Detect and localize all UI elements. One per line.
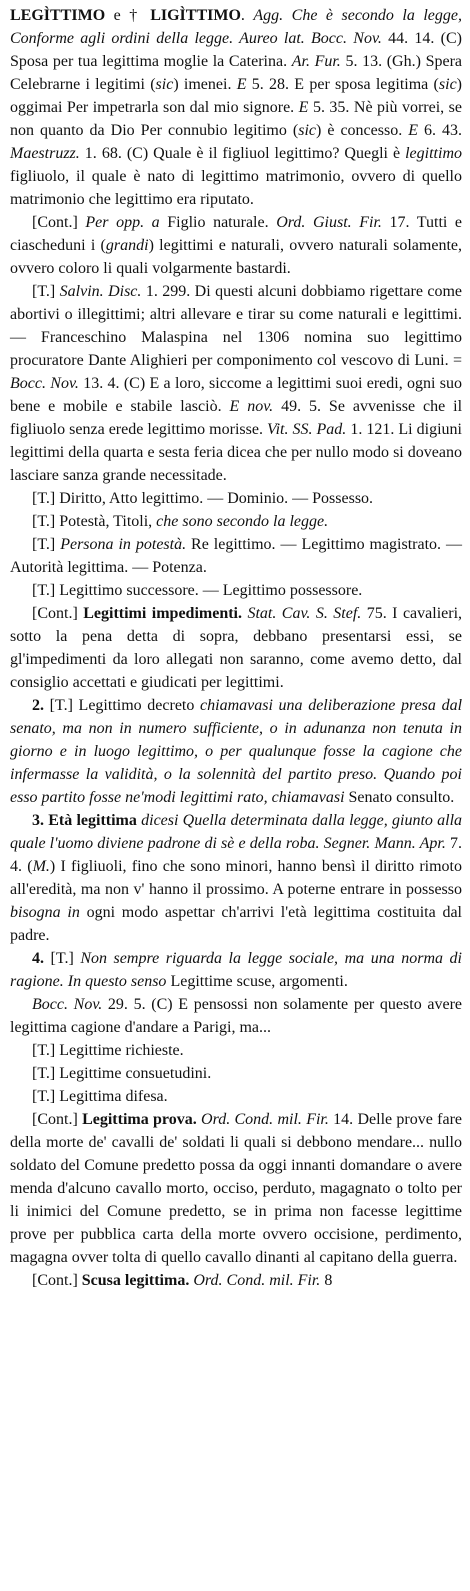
entry-paragraph [10, 1085, 462, 1108]
bold-term: Legittimi impedimenti. [83, 605, 242, 622]
text-run: 29. 5. (C) E pensossi non solamente per questo avere legittima cagione d'andare a Parigi, ma... [10, 996, 463, 1036]
text-run: 5. 28. E per sposa legitima ( [246, 76, 439, 93]
italic-text: sic [438, 76, 457, 93]
text-run: 1. 68. (C) Quale è il figliuol legittimo? Quegli è [79, 145, 406, 162]
text-run: [Cont.] [32, 214, 86, 231]
italic-text: sic [155, 76, 174, 93]
text-run: [T.] [32, 536, 61, 553]
italic-text: sic [298, 122, 316, 139]
italic-text: bisogna in [10, 904, 80, 921]
text-run: ) legittimi e naturali, ovvero naturali solamente, ovvero coloro li quali volgarmente bastardi. [10, 237, 462, 277]
italic-text: Agg. Che è secondo la legge, Conforme agli ordini della legge. Aureo lat. Bocc. Nov. [10, 7, 463, 47]
italic-text: Ord. Cond. mil. Fir. [193, 1272, 321, 1289]
italic-text: legittimo [405, 145, 462, 162]
bold-term: 2. [32, 697, 50, 714]
text-run: ) è concesso. [316, 122, 409, 139]
entry-paragraph [10, 602, 462, 694]
italic-text: Maestruzz. [10, 145, 80, 162]
text-run: 6. 43. [417, 122, 462, 139]
text-run: 13. 4. (C) E a loro, siccome a legittimi suoi eredi, ogni suo bene e mobile e stabile lasciò. [10, 375, 463, 415]
text-run: [Cont.] [32, 1111, 83, 1128]
italic-text: E nov. [229, 398, 274, 415]
bold-term: Scusa legittima. [81, 1272, 190, 1289]
text-run: ) imenei. [173, 76, 237, 93]
entry-paragraph [10, 1269, 462, 1292]
text-run: [T.] Legittimo decreto [49, 697, 201, 714]
text-run: ) oggimai Per impetrarla son dal mio signore. [10, 76, 462, 116]
italic-text: chiamavasi una deliberazione presa dal senato, ma non in numero sufficiente, o in adunanza non tenuta in giorno e in luogo legittimo, o per qualunque fosse la cagione che infermasse la validità, o la solennità del partito preso. Quando poi esso partito fosse ne'modi legittimi rato, chiamavasi [10, 697, 463, 806]
text-run: Re legittimo. — Legittimo magistrato. — Autorità legittima. — Potenza. [10, 536, 463, 576]
text-run: e † [105, 7, 151, 24]
text-run: 14. Delle prove fare della morte de' cavalli de' soldati li quali si debbono mendare... nullo soldato del Comune predetto possa da oggi innanti domandare o avere menda d'alcuno cavallo morto, occiso, perduto, magagnato o tolto per li inimici del Comune predetto, se in prima non facesse legittime prove per pubblica carta della morte ovvero occisione, perdimento, magagna ovver tolta di quello cavallo dinanti al capitano della guerra. [10, 1111, 463, 1266]
text-run: . [240, 7, 254, 24]
bold-term: LEGÌTTIMO [10, 7, 106, 24]
text-run: Legittime scuse, argomenti. [166, 973, 348, 990]
italic-text: Vit. SS. Pad. [266, 421, 347, 438]
text-run: 49. 5. Se avvenisse che il figliuolo senza erede legittimo morisse. [10, 398, 463, 438]
entry-paragraph [10, 510, 462, 533]
text-run: 44. 14. (C) Sposa per tua legittima moglie la Caterina. [10, 30, 463, 70]
italic-text: Ar. Fur. [291, 53, 341, 70]
text-run: Figlio naturale. [159, 214, 277, 231]
text-run: [Cont.] [32, 1272, 82, 1289]
text-run: [T.] [32, 283, 60, 300]
italic-text: Bocc. Nov. [32, 996, 103, 1013]
entry-paragraph [10, 993, 462, 1039]
entry-paragraph [10, 579, 462, 602]
italic-text: Salvin. Disc. [59, 283, 142, 300]
text-run: 75. I cavalieri, sotto la pena detta di sopra, debbano presentarsi essi, se gl'impedimenti da loro allegati non saranno, come avemo detto, dal consiglio accettati e giudicati per legittimi. [10, 605, 463, 691]
italic-text: Stat. Cav. S. Stef. [247, 605, 362, 622]
text-run: 17. Tutti e ciascheduni i ( [10, 214, 463, 254]
entry-paragraph [10, 487, 462, 510]
text-run: 1. 121. Li digiuni legittimi della quarta e sesta feria dicea che per nullo modo si doveano lasciare sanza grande necessitade. [10, 421, 462, 484]
italic-text: Ord. Giust. Fir. [276, 214, 382, 231]
bold-term: LIGÌTTIMO [150, 7, 241, 24]
entry-paragraph [10, 280, 462, 487]
italic-text: E [236, 76, 247, 93]
entry-paragraph [10, 1062, 462, 1085]
text-run: [T.] Legittime consuetudini. [32, 1065, 212, 1082]
entry-paragraph [10, 694, 462, 809]
italic-text: grandi [105, 237, 149, 254]
entry-paragraph [10, 947, 462, 993]
text-run: 8 [320, 1272, 333, 1289]
bold-term: Legittima prova. [82, 1111, 197, 1128]
text-run: ogni modo aspettar ch'arrivi l'età legittima costituita dal padre. [10, 904, 463, 944]
italic-text: Bocc. Nov. [10, 375, 79, 392]
text-run: ) I figliuoli, fino che sono minori, hanno bensì il diritto rimoto all'eredità, ma non v' hanno il prossimo. A poterne entrare in possesso [10, 858, 462, 898]
italic-text: E [408, 122, 418, 139]
text-run: figliuolo, il quale è nato di legittimo matrimonio, ovvero di quello matrimonio che legittimo era riputato. [10, 168, 462, 208]
italic-text: Non sempre riguarda la legge sociale, ma una norma di ragione. In questo senso [10, 950, 463, 990]
italic-text: Persona in potestà. [60, 536, 187, 553]
entry-paragraph [10, 211, 462, 280]
text-run: [T.] Legittimo successore. — Legittimo possessore. [32, 582, 363, 599]
text-run: [T.] [50, 950, 81, 967]
text-run: [Cont.] [32, 605, 84, 622]
italic-text: che sono secondo la legge. [156, 513, 329, 530]
entry-paragraph [10, 809, 462, 947]
entry-paragraph [10, 1108, 462, 1269]
text-run: 7. 4. ( [10, 835, 462, 875]
dictionary-entry-legittimo [10, 4, 462, 1292]
italic-text: Per opp. a [85, 214, 160, 231]
text-run: Senato consulto. [344, 789, 455, 806]
text-run: 1. 299. Di questi alcuni dobbiamo rigettare come abortivi o illegittimi; altri allevare e tirar su come naturali e legittimi. — Franceschino Malaspina nel 1306 nomina suo legittimo procuratore Dante Alighieri per componimento col vescovo di Luni. = [10, 283, 463, 369]
bold-term: 4. [32, 950, 51, 967]
entry-headword-paragraph [10, 4, 462, 211]
text-run: 5. 13. (Gh.) Spera Celebrarne i legitimi ( [10, 53, 462, 93]
italic-text: M. [32, 858, 50, 875]
bold-term: 3. Età legittima [32, 812, 137, 829]
text-run: [T.] Potestà, Titoli, [32, 513, 157, 530]
text-run: [T.] Legittima difesa. [32, 1088, 168, 1105]
text-run: 5. 35. Nè più vorrei, se non quanto da Dio Per connubio legitimo ( [10, 99, 462, 139]
entry-paragraph [10, 1039, 462, 1062]
italic-text: Ord. Cond. mil. Fir. [201, 1111, 329, 1128]
italic-text: E [298, 99, 309, 116]
text-run: [T.] Legittime richieste. [32, 1042, 184, 1059]
entry-paragraph [10, 533, 462, 579]
italic-text: dicesi Quella determinata dalla legge, giunto alla quale l'uomo diviene padrone di sè e della roba. Segner. Mann. Apr. [10, 812, 463, 852]
text-run: [T.] Diritto, Atto legittimo. — Dominio. — Possesso. [32, 490, 374, 507]
